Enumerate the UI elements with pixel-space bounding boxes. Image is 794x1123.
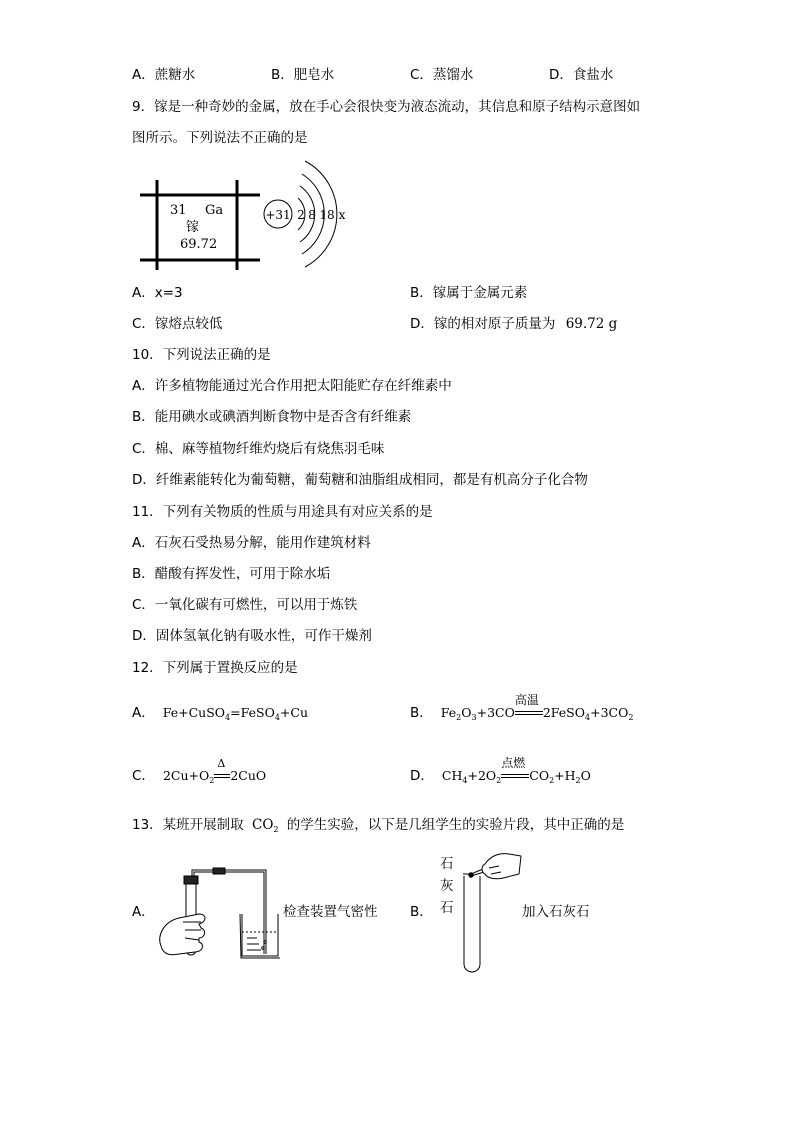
q9-stem-line2: 图所示。下列说法不正确的是 — [132, 130, 308, 146]
q11-stem: 11．下列有关物质的性质与用途具有对应关系的是 — [132, 504, 433, 520]
q10-option-a: A．许多植物能通过光合作用把太阳能贮存在纤维素中 — [132, 378, 452, 394]
q13-option-b-label: B． — [410, 904, 433, 920]
hand — [160, 914, 205, 955]
q8-option-c: C．蒸馏水 — [410, 67, 474, 83]
element-card-frame — [140, 180, 260, 270]
q9-option-b: B．镓属于金属元素 — [410, 285, 528, 301]
q12-option-b — [410, 692, 634, 722]
q9-option-d-value: 69.72 g — [565, 316, 618, 332]
add-limestone-apparatus — [455, 850, 525, 975]
shell-4-electrons: x — [338, 208, 346, 222]
q8-option-b: B．肥皂水 — [271, 67, 335, 83]
q12-option-a — [132, 707, 308, 722]
atomic-structure-diagram — [262, 150, 362, 280]
element-atomic-mass: 69.72 — [180, 237, 218, 252]
q11-option-b: B．醋酸有挥发性，可用于除水垢 — [132, 566, 331, 582]
q8-option-a: A．蔗糖水 — [132, 67, 196, 83]
rubber-stopper — [184, 876, 198, 884]
q9-option-d-text: D．镓的相对原子质量为 — [410, 316, 556, 332]
limestone-label-3: 石 — [440, 900, 454, 916]
q11-option-d: D．固体氢氧化钠有吸水性，可作干燥剂 — [132, 628, 372, 644]
q12-option-b-label: B． — [410, 705, 433, 721]
q13-stem-pre: 13．某班开展制取 — [132, 817, 244, 833]
q12-option-d-equation: $CH_4+2O_2$ 点燃 $CO_2+H_2O$ — [441, 755, 591, 785]
q12-stem: 12．下列属于置换反应的是 — [132, 660, 298, 676]
q10-option-c: C．棉、麻等植物纤维灼烧后有烧焦羽毛味 — [132, 441, 385, 457]
q13-option-a-caption: 检查装置气密性 — [283, 904, 378, 920]
q13-stem — [132, 819, 624, 834]
q12-option-d — [410, 755, 591, 785]
element-atomic-number: 31 — [170, 203, 187, 218]
q9-option-a: A．x=3 — [132, 285, 183, 301]
atom-nucleus-charge: +31 — [265, 208, 291, 222]
q12-c-condition-arrow — [214, 756, 230, 782]
q13-stem-formula: $CO_2$ — [251, 817, 279, 834]
q10-stem: 10．下列说法正确的是 — [132, 347, 271, 363]
q12-option-d-label: D． — [410, 768, 434, 784]
element-name: 镓 — [186, 220, 200, 235]
limestone-label-2: 灰 — [440, 878, 454, 894]
vertical-test-tube — [464, 876, 480, 972]
q12-option-c-label: C． — [132, 768, 155, 784]
q12-b-condition-arrow — [514, 692, 543, 719]
q12-option-c-equation: $2Cu+O_2$ Δ 2CuO — [162, 756, 267, 785]
shell-2-electrons: 8 — [308, 208, 316, 222]
q12-option-a-equation: Fe+CuSO$_4$=FeSO$_4$+Cu — [162, 705, 308, 722]
q9-option-d — [410, 318, 617, 332]
q13-option-b-caption: 加入石灰石 — [522, 904, 590, 920]
q12-b-condition: 高温 — [514, 692, 539, 707]
q13-stem-post: 的学生实验，以下是几组学生的实验片段，其中正确的是 — [286, 817, 625, 833]
q8-option-d: D．食盐水 — [549, 67, 614, 83]
airtightness-check-apparatus — [155, 866, 280, 966]
element-card-figure — [140, 180, 260, 270]
q9-option-c: C．镓熔点较低 — [132, 316, 223, 332]
q10-option-b: B．能用碘水或碘酒判断食物中是否含有纤维素 — [132, 409, 412, 425]
q12-option-b-equation: $Fe_2O_3+3CO$ 高温 $2FeSO_4+3CO_2$ — [440, 692, 634, 722]
q12-d-condition: 点燃 — [501, 755, 526, 770]
q10-option-d: D．纤维素能转化为葡萄糖，葡萄糖和油脂组成相同，都是有机高分子化合物 — [132, 472, 588, 488]
q12-option-c — [132, 756, 267, 785]
hand — [482, 854, 521, 879]
limestone-label-1: 石 — [440, 856, 454, 872]
shell-1-electrons: 2 — [297, 208, 305, 222]
q11-option-a: A．石灰石受热易分解，能用作建筑材料 — [132, 535, 371, 551]
shell-3-electrons: 18 — [319, 208, 335, 222]
beaker — [240, 914, 280, 958]
element-symbol: Ga — [205, 203, 224, 218]
q9-stem-line1: 9．镓是一种奇妙的金属，放在手心会很快变为液态流动，其信息和原子结构示意图如 — [132, 99, 641, 115]
q13-option-a-label: A． — [132, 904, 155, 920]
q12-d-condition-arrow — [501, 755, 529, 782]
delivery-tube — [192, 870, 266, 954]
limestone-piece — [469, 873, 473, 877]
q12-option-a-label: A． — [132, 705, 155, 721]
q11-option-c: C．一氧化碳有可燃性，可以用于炼铁 — [132, 597, 358, 613]
q12-c-condition: Δ — [217, 756, 226, 770]
